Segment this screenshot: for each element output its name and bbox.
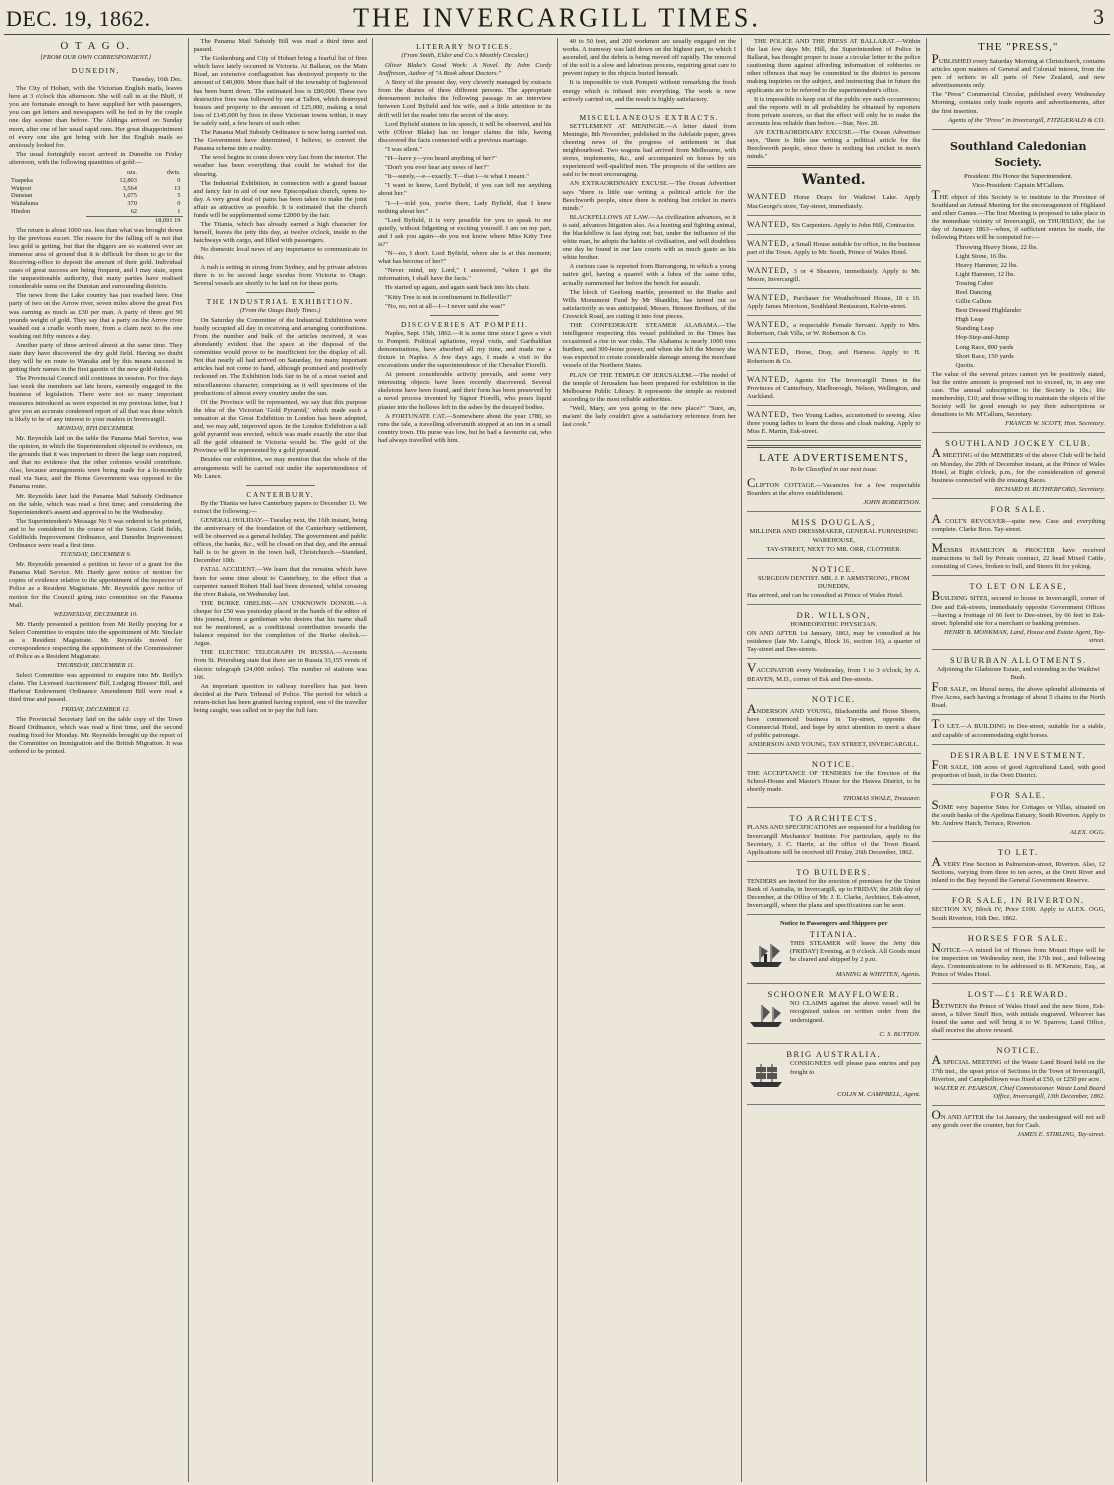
article-paragraph: Select Committee was appointed to enquire into Mr. Reilly's claim. The Licensed Auctioneers' Bill, Lodging Houses' Bill, and Harbour Endowment Ordinance Amendment Bill were read a third time and passed. bbox=[9, 672, 183, 704]
ship-icon bbox=[747, 942, 785, 970]
ad-body: FOR SALE, 108 acres of good Agricultural Land, with good proportion of bush, in the Oreti District. bbox=[931, 756, 1105, 779]
article-paragraph: "Lord Byfield, it is very possible for you to speak to me quietly, without fidgetting or exciting yourself. I am on my part, and I ask you again—do you not know where Miss Kitty Tree is?" bbox=[378, 216, 552, 248]
wanted-ad-text: Purchaser for Weatherboard House, 18 x 10. Apply James Morrison, Southland Restaurant, Kelvin-street. bbox=[747, 295, 921, 311]
wanted-ad-text: Six Carpenters. Apply to John Hill, Contractor. bbox=[791, 221, 916, 229]
article-paragraph: The Panama Mail Subsidy Bill was read a third time and passed. bbox=[193, 38, 367, 54]
section-heading: O T A G O. bbox=[60, 40, 132, 52]
ad-body: PLANS AND SPECIFICATIONS are requested for a building for Invercargill Mechanics' Institute. For particulars, apply to the Secretary, J. C. Harrie, at the office of the Town Board. Applications will be received till Friday, 26th December, 1862. bbox=[747, 824, 921, 856]
advertisement bbox=[932, 892, 1106, 927]
ad-body: ANDERSON AND YOUNG, Blacksmiths and Horse Shoers, have commenced business in Tay-street, opposite the Commercial Hotel, and hope by strict attention to merit a share of public patronage. bbox=[747, 700, 921, 739]
masthead-rule bbox=[4, 34, 1110, 35]
advertisement bbox=[932, 435, 1106, 498]
wanted-ad-heading: WANTED, bbox=[747, 374, 790, 384]
wanted-ad-body bbox=[747, 411, 921, 436]
divider bbox=[615, 108, 684, 109]
ad-subheading: MILLINER AND DRESSMAKER, GENERAL FURNISHING WAREHOUSE, bbox=[749, 528, 918, 544]
article-heading: LITERARY NOTICES. bbox=[416, 42, 514, 51]
list-item: Best Dressed Highlander bbox=[955, 307, 1022, 315]
article-paragraph: 40 to 50 feet, and 200 workmen are usually engaged on the works. A tramway was laid down on the highest part, to which I ascended, and the debris is being moved off rapidly. The removal of the soil is a slow and laborious process, requiring great care to prevent injury to the objects buried beneath. bbox=[562, 38, 736, 78]
list-item: Short Race, 150 yards bbox=[955, 352, 1014, 360]
advertisement bbox=[747, 691, 921, 754]
ad-body: BETWEEN the Prince of Wales Hotel and the new Store, Esk-street, a Silver Snuff Box, with initials engraved. Whoever has found the same and will bring it to W. Sparrow, Land Office, shall receive the above reward. bbox=[931, 996, 1105, 1035]
divider bbox=[747, 165, 921, 168]
ad-heading: HORSES FOR SALE. bbox=[967, 932, 1069, 943]
advertisement bbox=[932, 501, 1106, 539]
article-paragraph: Mr. Reynolds presented a petition in favor of a grant for the Panama Mail Service. Mr. Hardy gave notice of motion for copies of evidence relative to the appointment of the inspector of Police as a Resident Magistrate. Mr. Reynolds gave notice of motion for the Council going into committee on the Panama Mail. bbox=[9, 561, 183, 609]
list-item: Gillie Callum bbox=[955, 298, 992, 306]
wanted-ad-text: Horse Drays for Waikiwi Lake. Apply MacGeorge's store, Tay-street, immediately. bbox=[747, 194, 921, 210]
article-heading: CANTERBURY. bbox=[246, 489, 315, 499]
article-paragraph: "Well, Mary, are you going to the new place?" "Sure, an, ma'am! the lady couldn't give a satisfactory reference from her last cook." bbox=[562, 404, 736, 429]
table-cell: 13 bbox=[174, 184, 181, 192]
ad-heading: MISS DOUGLAS, bbox=[791, 517, 876, 528]
table-cell: 0 bbox=[177, 200, 181, 208]
ad-signature: ANDERSON AND YOUNG, TAY STREET, INVERCARGILL. bbox=[748, 740, 920, 748]
ad-heading: SCHOONER MAYFLOWER. bbox=[767, 989, 901, 1000]
divider bbox=[246, 485, 315, 486]
ad-heading: LOST—£1 REWARD. bbox=[967, 989, 1069, 1000]
ad-body: CONSIGNEES will please pass entries and pay freight to bbox=[790, 1060, 921, 1076]
article-paragraph: The Titania, which has already earned a high character for herself, leaves the jetty this day, at twelve o'clock, inside to the hatchways with cargo, and filled with passengers. bbox=[193, 221, 367, 245]
advertisement bbox=[932, 1108, 1106, 1143]
ad-body: NOTICE.—A mixed lot of Horses from Mount Hope will be for inspection on Wednesday next, the 17th inst., and following days. Communications to be addressed to R. M'Kenzie, Esq., at Prince of Wales Hotel. bbox=[931, 939, 1105, 978]
advertisement bbox=[747, 561, 921, 605]
advertisement bbox=[747, 756, 921, 808]
article-source: (From the Otago Daily Times.) bbox=[240, 306, 321, 314]
late-ads-subheading: To be Classified in our next issue. bbox=[789, 466, 878, 474]
ad-body: A COLT'S REVOLVER—quite new. Case and everything complete. Clarke Bros. Tay-street. bbox=[931, 510, 1105, 534]
ad-body: A MEETING of the MEMBERS of the above Club will be held on Monday, the 29th of December instant, at the Prince of Wales Hotel, at Eight o'clock, p.m., for the consideration of general business connected with the ensuing Races. bbox=[931, 445, 1105, 484]
list-item: Quoits. bbox=[955, 361, 975, 369]
subheading: FRIDAY, DECEMBER 12. bbox=[61, 705, 131, 713]
ad-heading: BRIG AUSTRALIA. bbox=[786, 1049, 882, 1060]
article-source: (From Smith, Elder and Co.'s Monthly Circular.) bbox=[401, 52, 529, 59]
place-heading: DUNEDIN, bbox=[71, 66, 120, 75]
article-paragraph: "Kitty Tree is not in confinement in Belleville?" bbox=[385, 293, 512, 301]
article-paragraph: THE CONFEDERATE STEAMER ALABAMA.—The intelligence respecting this vessel published in the Times has occasioned a rise in war risks. The Alabama is nearly 1000 tons burthen, and 300-horse power, and when she left the Mersey she was expected to create considerable damage among the merchant vessels of the Northern States. bbox=[562, 322, 736, 370]
advertisement bbox=[932, 38, 1106, 130]
ad-heading: FOR SALE, IN RIVERTON. bbox=[951, 895, 1085, 906]
article-paragraph: Besides our exhibition, we may mention that the whole of the arrangements will be carried out under the superintendence of Mr. Lance. bbox=[193, 456, 367, 480]
ad-body: MESSRS HAMILTON & PROCTER have received instructions to Sell by Private contract, 22 head Mixed Cattle, consisting of Cows, broken to bull, and Steers fit for yoking. bbox=[931, 540, 1105, 571]
article-paragraph: Mr. Reynolds laid on the table the Panama Mail Service, was the opinion, in which the Superintendent objected to evidence, on the grounds that it was important to direct the large sum required, and that no evidence that the other colonies would contribute. Also, because arrangements were being made for a bi-monthly mail via Suez, and the Home Government was opposed to the Panama route. bbox=[9, 434, 183, 491]
subheading: WEDNESDAY, DECEMBER 10. bbox=[53, 610, 138, 618]
article-paragraph: "Don't you ever hear any news of her?" bbox=[385, 164, 489, 172]
wanted-ad bbox=[747, 345, 921, 370]
column-3 bbox=[373, 38, 558, 1482]
advertisement bbox=[747, 810, 921, 861]
ad-subheading: Notice to Passengers and Shippers per bbox=[779, 920, 888, 928]
article-paragraph: Mr. Hardy presented a petition from Mr Reilly praying for a Select Committee to enquire into the appointment of Mr. Sinclair as a Resident Magistrate. Mr. Reynolds moved for correspondence respecting the appointment of the Commissioner of Police as a Resident Magistrate. bbox=[9, 620, 183, 661]
wanted-ad-body bbox=[747, 348, 921, 365]
ad-heading: SUBURBAN ALLOTMENTS. bbox=[949, 654, 1087, 665]
advertisement bbox=[932, 1042, 1106, 1105]
wanted-ad bbox=[747, 264, 921, 289]
ad-heading: SOUTHLAND JOCKEY CLUB. bbox=[945, 438, 1092, 449]
article-paragraph: An important question to railway travellers has just been decided at the Paris Tribunal of Police. The period for which a return-ticket has been granted having expired, one of the traveller being caught, was called on to pay the full fare. bbox=[193, 682, 367, 715]
article-paragraph: FATAL ACCIDENT.—We learn that the remains which have been for some time about to Canterbury, to the effect that a carpenter named Robert Hall had been drowned, whilst crossing the river Rakaia, on Wednesday last. bbox=[193, 566, 367, 598]
ad-heading: FOR SALE. bbox=[990, 503, 1047, 514]
advertisement bbox=[932, 930, 1106, 984]
column-1 bbox=[4, 38, 189, 1482]
table-cell: Hindon bbox=[11, 208, 31, 216]
table-cell: Waitahuna bbox=[11, 200, 39, 208]
article-paragraph: The return is about 1000 ozs. less than what was brought down by the previous escort. The reason for the falling off is not that less gold is getting, but that the diggers are so scattered over an immense area of ground that it is difficult for them to go to the Receiving-office to deposit the amount of their gold. Individual cases of great success are being frequent, and I may state, upon the unquestionable authority, that many parties have realised considerable sums on the Dunstan and surrounding districts. bbox=[9, 226, 183, 291]
wanted-ad-text: Horse, Dray, and Harness. Apply to H. Robertson & Co. bbox=[747, 349, 921, 365]
divider bbox=[430, 315, 499, 316]
list-item: Light Hammer, 12 lbs. bbox=[955, 270, 1016, 278]
table-cell: 1 bbox=[177, 208, 181, 216]
advertisement bbox=[747, 661, 921, 688]
wanted-ad-body bbox=[747, 376, 921, 401]
wanted-ad-heading: WANTED, bbox=[747, 293, 790, 303]
article-paragraph: "It—surely,—e—exactly. T—that i—is what I meant." bbox=[385, 173, 529, 181]
byline: [FROM OUR OWN CORRESPONDENT.] bbox=[40, 54, 152, 61]
article-paragraph: The Gothenburg and City of Hobart bring a fearful list of fires which have lately occurred in Victoria. At Ballarat, on the Main Road, an extensive conflagration has destroyed property to the amount of £40,000. More than half of the township of Inglewood has been burnt down. The estimated loss is £80,000. These two destructive fires was followed by one at Talbot, which destroyed houses and property to the amount of £25,000, making a total loss of £145,000 by fires in three Victorian towns within, it may be safely said, a few hours of each other. bbox=[193, 55, 367, 127]
ship-icon bbox=[747, 1062, 785, 1090]
wanted-ad-heading: WANTED bbox=[747, 192, 787, 202]
ad-signature: COLIN M. CAMPBELL, Agent. bbox=[837, 1091, 921, 1099]
wanted-ad bbox=[747, 373, 921, 406]
advertisement bbox=[747, 986, 921, 1044]
list-item: High Leap bbox=[955, 316, 984, 324]
newspaper-title: THE INVERCARGILL TIMES. bbox=[353, 2, 761, 33]
wanted-ad bbox=[747, 190, 921, 215]
subheading: MONDAY, 8TH DECEMBER. bbox=[56, 424, 135, 432]
table-header: dwts. bbox=[166, 169, 181, 177]
ad-heading: TITANIA. bbox=[809, 929, 858, 940]
page-number: 3 bbox=[1093, 4, 1104, 29]
ad-body: VACCINATOR every Wednesday, from 1 to 3 o'clock, by A. BEAVEN, M.D., corner of Esk and Dee-streets. bbox=[747, 660, 921, 683]
article-heading: MISCELLANEOUS EXTRACTS. bbox=[579, 112, 719, 122]
advertisement bbox=[747, 514, 921, 558]
article-paragraph: The usual fortnightly escort arrived in Dunedin on Friday afternoon, with the following quantities of gold:— bbox=[9, 150, 183, 166]
ad-subheading: President: His Honor the Superintendent. bbox=[963, 172, 1073, 180]
wanted-ad-heading: WANTED, bbox=[747, 347, 790, 357]
advertisement bbox=[932, 844, 1106, 890]
ad-signature: JOHN ROBERTSON. bbox=[863, 499, 921, 507]
ad-body: The value of the several prizes cannot yet be positively stated, but the entire amount is proposed not to exceed, in, in any one case. The annual subscription to the Society is 10s.; life membership, £10; and those willing to maintain the objects of the Society will be good enough to pay their subscriptions or donations to Mr. M'Callum, Secretary. bbox=[931, 370, 1105, 419]
article-paragraph: "Never mind, my Lord," I answered, "when I get the information, I shall have the facts." bbox=[378, 267, 552, 283]
wanted-ad-heading: WANTED, bbox=[747, 219, 790, 229]
ad-heading: THE "PRESS," bbox=[978, 41, 1059, 53]
wanted-ads-list bbox=[747, 190, 921, 441]
ad-body: TENDERS are invited for the erection of premises for the Union Bank of Australia, in Invercargill, up to FRIDAY, the 26th day of December, at the Office of Mr. J. E. Clarke, Architect, Esk-street, Invercargill, where the plans and specifications can be seen. bbox=[747, 877, 921, 910]
ad-body: A SPECIAL MEETING of the Waste Land Board held on the 17th inst., the upset price of Sections in the Town of Invercargill, Riverton, and Campbelltown was fixed at £50, or £250 per acre. bbox=[931, 1052, 1105, 1083]
wanted-ad-text: Two Young Ladies, accustomed to sewing. Also three young ladies to learn the dress and cloak making. Apply to Miss E. Martin, Esk-street. bbox=[747, 411, 921, 436]
article-paragraph: The Panama Mail Subsidy Ordinance is now being carried out. The Government have determined, I believe, to convert the Panama scheme into a reality. bbox=[193, 129, 367, 153]
ad-signature: WALTER H. PEARSON, Chief Commissioner. Waste Land Board Office, Invercargill, 13th December, 1862. bbox=[933, 1084, 1105, 1100]
article-paragraph: A Story of the present day, very cleverly managed by extracts from the diaries of three different persons. The appropriate denouement includes the following passage in an interview between Lord Byfield and his wife, and a little attention to its drift will let the reader into the secret of the story. bbox=[378, 79, 552, 119]
article-paragraph: The Industrial Exhibition, in connection with a grand bazaar and fancy fair in aid of our new Episcopalian church, opens to-day. A very great deal of pains has been taken to make the joint affair as attractive as possible. It is estimated that the church funds will be supplemented some £2000 by the fair. bbox=[193, 179, 367, 219]
table-cell: 12,803 bbox=[119, 176, 137, 184]
wanted-ad-heading: WANTED, bbox=[747, 320, 790, 330]
ad-heading: TO BUILDERS. bbox=[796, 866, 872, 877]
ad-body: CLIFTON COTTAGE.—Vacancies for a few respectable Boarders at the above establishment. bbox=[747, 475, 921, 498]
advertisement bbox=[747, 607, 921, 659]
article-paragraph: A FORTUNATE CAT.—Somewhere about the year 1780, so runs the tale, a travelling silversmith stopped at an inn in a small country town. His purse was low, but he had a favourite cat, who had always travelled with him. bbox=[378, 412, 552, 444]
article-paragraph: A curious case is reported from Burrangong, in which a young native girl, having a quarrel with a lubra of the same tribe, actually summoned her before the bench for assault. bbox=[562, 263, 736, 287]
table-cell: 370 bbox=[127, 200, 137, 208]
ad-heading: DESIRABLE INVESTMENT. bbox=[950, 749, 1087, 760]
table-cell: 3,564 bbox=[122, 184, 137, 192]
ad-signature: HENRY B. MONKMAN, Land, House and Estate Agent, Tay-street. bbox=[943, 628, 1105, 644]
column-5 bbox=[742, 38, 927, 1482]
ad-body: THE object of this Society is to institute in the Province of Southland an Annual Meeting for the encouragement of Highland and other Games.—The first Meeting is proposed to take place in the immediate vicinity of Invercargill, on THURSDAY, the 1st day of January 1863—when, if sufficient entries be made, the following Prizes will be competed for:— bbox=[931, 186, 1105, 242]
article-paragraph: PLAN OF THE TEMPLE OF JERUSALEM.—The model of the temple of Jerusalem has been prepared for exhibition in the Melbourne Public Library. It represents the temple as restored according to the most reliable authorities. bbox=[562, 371, 736, 403]
table-row bbox=[9, 200, 183, 208]
ad-body: THE ACCEPTANCE OF TENDERS for the Erection of the School-House and Master's House for the Hawea District, to be shortly made. bbox=[747, 770, 921, 794]
advertisement bbox=[932, 132, 1106, 434]
table-cell: Tuapeka bbox=[11, 176, 33, 184]
column-2 bbox=[189, 38, 374, 1482]
issue-date: DEC. 19, 1862. bbox=[6, 6, 151, 31]
wanted-ad-body bbox=[747, 240, 921, 257]
article-paragraph: Naples, Sept. 15th, 1862.—It is some time since I gave a visit to Pompeii. Political agitations, royal visits, and Garibaldian demonstrations, have absorbed all my time, and made me a fixture in Naples. A few days ago, I made a visit to the excavations under the superintendence of the Chevalier Fiorelli. bbox=[378, 329, 552, 370]
gold-escort-table bbox=[9, 169, 183, 225]
article-paragraph: GENERAL HOLIDAY.—Tuesday next, the 16th instant, being the anniversary of the foundation of the Canterbury settlement, will be observed as a general holiday. The government and public offices, the banks, &c., will be closed on that day, and the annual ball is to be given in the town hall, Christchurch.—Standard, December 10th. bbox=[193, 516, 367, 565]
wanted-ad-heading: WANTED, bbox=[747, 238, 790, 248]
dateline: Tuesday, 16th Dec. bbox=[131, 76, 183, 83]
advertisement bbox=[932, 578, 1106, 650]
table-total-row bbox=[9, 216, 183, 224]
table-cell: Waipori bbox=[11, 184, 32, 192]
article-paragraph: "I was silent." bbox=[385, 145, 423, 153]
ad-subheading: HOMŒOPATHIC PHYSICIAN. bbox=[790, 621, 878, 629]
list-item: Hop-Step-and-Jump bbox=[955, 334, 1009, 342]
ad-body: TO LET.—A BUILDING in Dee-street, suitable for a stable, and capable of accommodating eight horses. bbox=[931, 716, 1105, 739]
ship-icon bbox=[747, 1002, 785, 1030]
article-intro: By the Titania we have Canterbury papers to December 11. We extract the following:— bbox=[193, 499, 367, 515]
article-paragraph: "I want to know, Lord Byfield, if you can tell me anything about her." bbox=[378, 182, 552, 198]
article-paragraph: AN EXTRAORDINARY EXCUSE.—The Ocean Advertiser says "there is little use writing a political article for the Beechworth people, since there is nothing but cricket in men's minds." bbox=[562, 180, 736, 212]
ad-heading: NOTICE. bbox=[811, 693, 856, 704]
advertisement bbox=[932, 747, 1106, 785]
article-paragraph: SETTLEMENT AT MENINGIE.—A letter dated from Meningie, 8th November, published in the Adelaide paper, gives cheering news of the progress of settlement in that neighbourhood. Two wagons had arrived from Melbourne, with stores, implements, &c., and accompanied on horses by six experienced well-qualified men. The prospects of the settlers are said to be most encouraging. bbox=[562, 122, 736, 179]
ad-body: THIS STEAMER will leave the Jetty this (FRIDAY) Evening, at 9 o'clock. All Goods must be cleared and shipped by 2 p.m. bbox=[790, 940, 921, 964]
list-item: Throwing Heavy Stone, 22 lbs. bbox=[955, 243, 1038, 251]
list-item: Heavy Hammer, 22 lbs. bbox=[955, 261, 1019, 269]
ad-signature: THOMAS SWALE, Treasurer. bbox=[843, 795, 921, 803]
table-header bbox=[9, 169, 86, 177]
table-cell: 0 bbox=[177, 176, 181, 184]
article-paragraph: The Provincial Council still continues in session. For five days last week the members sat late hours, earnestly engaged in the business of legislation. There were not so many important measures introduced as were expected in my previous letter, but I give you an accurate condensed report of all that was done which is likely to be of any interest to your readers in Invercargill. bbox=[9, 375, 183, 423]
ad-heading: FOR SALE. bbox=[990, 789, 1047, 800]
ad-heading: DR. WILLSON, bbox=[796, 610, 871, 621]
table-row bbox=[9, 185, 183, 193]
article-paragraph: No domestic local news of any importance to communicate to this. bbox=[193, 246, 367, 262]
article-paragraph: "No, no, not at all—I—I never said she was!" bbox=[385, 302, 506, 310]
list-item: Long Race, 800 yards bbox=[955, 343, 1014, 351]
article-paragraph: It is impossible to keep out of the public eye such occurrences; and the reports will in all probability be obtained by reporters from private sources, so that the effect will only be to make the accounts less reliable than before.—Star, Nov. 28. bbox=[747, 95, 921, 127]
article-paragraph: "I—I—told you, you're there, Lady Byfield, that I knew nothing about her." bbox=[378, 199, 552, 215]
wanted-ad-body bbox=[747, 221, 921, 230]
list-item: Standing Leap bbox=[955, 325, 994, 333]
article-paragraph: The Superintendent's Message No 9 was ordered to be printed, and to be considered in the course of the Session. Gold fields, Goldfields Improvement Ordinance, and Dunedin Improvement Ordinance were read a first time. bbox=[9, 517, 183, 550]
ad-body: ON AND AFTER 1st January, 1863, may be consulted at his residence (late Mr. Laing's, Block 16, section 16), a quarter of Tay-street and Dee-streets. bbox=[747, 630, 921, 654]
wanted-ad-body bbox=[747, 294, 921, 311]
wanted-ad bbox=[747, 218, 921, 235]
article-paragraph: THE ELECTRIC TELEGRAPH IN RUSSIA.—Accounts from St. Petersburg state that there are in Russia 33,155 versts of electric telegraph (24,000 miles). The number of stations was 166. bbox=[193, 649, 367, 681]
wanted-ad-body bbox=[747, 193, 921, 210]
column-4 bbox=[558, 38, 743, 1482]
wanted-ad-text: a Small House suitable for office, in the business part of the Town. Apply to Mr. South, Prince of Wales Hotel. bbox=[747, 240, 921, 256]
advertisement bbox=[932, 717, 1106, 744]
wanted-ad-text: Agents for The Invercargill Times in the Provinces of Canterbury, Marlborough, Nelson, Wellington, and Auckland. bbox=[747, 376, 921, 400]
divider bbox=[747, 445, 921, 448]
article-paragraph: The City of Hobart, with the Victorian English mails, leaves here at 3 o'clock this afternoon. She will call in at the Bluff, if you are fortunate enough to have supplied her with passengers, you can get letters and newspapers will be fed in by the couple one day sooner than before. The Aldinga arrived on Sunday morn, after one of her usual rapid runs. Her great disappointment of every one she got bring with her the English mails so anxiously looked for. bbox=[9, 85, 183, 149]
table-row bbox=[9, 208, 183, 216]
article-paragraph: THE POLICE AND THE PRESS AT BALLARAT.—Within the last few days Mr. Hill, the Superintendent of Police in Ballarat, has thought proper to issue a circular letter to the police cautioning them against affording information of robberies or other offences that may be committed in the district to persons making inquiries on the subject, and instructing that in future the applicants are to be referred to the superintendent's office. bbox=[747, 38, 921, 94]
wanted-heading: Wanted. bbox=[801, 172, 866, 189]
ad-signature: JAMES E. STIRLING, Tay-street. bbox=[1017, 1131, 1105, 1139]
ad-signature: FRANCIS W. SCOTT, Hon. Secretary. bbox=[1005, 420, 1105, 428]
list-item: Reel Dancing bbox=[955, 288, 992, 296]
table-row bbox=[9, 177, 183, 185]
wanted-ad-text: a respectable Female Servant. Apply to Mrs. Robertson, Oak Villa, or W. Robertson & Co. bbox=[747, 322, 921, 338]
ad-body: The "Press" Commercial Circular, published every Wednesday Morning, contains only trade reports and advertisements, after the first insertion. bbox=[931, 91, 1105, 115]
wanted-ad bbox=[747, 237, 921, 262]
article-paragraph: A rush is setting in strong from Sydney, and by private advices there is to be second large exodus from Victoria to Otago. Several vessels are shortly to be laid on for these ports. bbox=[193, 263, 367, 287]
ad-body: FOR SALE, on liberal terms, the above splendid allotments of Five Acres, each having a frontage of about 5 chains to the North Road. bbox=[931, 679, 1105, 710]
wanted-ad bbox=[747, 291, 921, 316]
ad-body: PUBLISHED every Saturday Morning at Christchurch, contains articles upon matters of General and Colonial interest, from the pen of writers in all parts of New Zealand, and new advertisements only. bbox=[931, 51, 1105, 90]
ad-heading: NOTICE. bbox=[996, 1045, 1041, 1056]
wanted-ad-heading: WANTED, bbox=[747, 409, 790, 419]
article-heading: DISCOVERIES AT POMPEII. bbox=[401, 319, 529, 329]
table-row bbox=[9, 192, 183, 200]
wanted-ad-body bbox=[747, 267, 921, 284]
article-paragraph: The wool begins to come down very fast from the interior. The weather has been everything that could be wished for the shearing. bbox=[193, 154, 367, 178]
ad-heading: NOTICE. bbox=[811, 759, 856, 770]
ad-heading: TO ARCHITECTS. bbox=[789, 813, 878, 824]
advertisement bbox=[747, 917, 921, 984]
article-paragraph: "H—have y—you heard anything of her?" bbox=[385, 155, 497, 163]
wanted-ad bbox=[747, 408, 921, 441]
article-paragraph: Lord Byfield stutters in his speech, it will be observed, and his wife (Oliver Blake) has no longer claims the title, having discovered the facts connected with a previous marriage. bbox=[378, 120, 552, 144]
ad-signature: C. S. BUTTON. bbox=[879, 1031, 921, 1039]
ad-address: TAY-STREET, NEXT TO MR. ORR, CLOTHIER. bbox=[766, 545, 902, 553]
article-paragraph: On Saturday the Committee of the Industrial Exhibition were busily occupied all day in receiving and arranging contributions. From the number and bulk of the articles received, it was abundantly evident that the space at the disposal of the committee would prove to be insufficient for the display of all. Not that nearly all had arrived on Saturday, for many important articles had not come to hand, although promised and positively reckoned on. The Exhibition bids fair to be of a most varied and miscellaneous character, comprising as it will specimens of the productions of almost every country under the sun. bbox=[193, 316, 367, 397]
advertisement bbox=[747, 476, 921, 512]
book-title: Oliver Blake's Good Work: A Novel. By John Cordy Jeaffreson, Author of "A Book about Doctors." bbox=[378, 62, 552, 78]
advertisement bbox=[932, 787, 1106, 842]
wanted-ad-heading: WANTED, bbox=[747, 265, 790, 275]
ad-subheading: SURGEON DENTIST. MR. J. P. ARMSTRONG, FROM DUNEDIN, bbox=[757, 574, 910, 590]
ad-body: SOME very Superior Sites for Cottages or Villas, situated on the south banks of the Apolima Estuary, South Riverton. Apply to Mr. Andrew Hatch, Terrace, Riverton. bbox=[931, 796, 1105, 827]
table-cell: 5 bbox=[177, 192, 181, 200]
ad-body: Has arrived, and can be consulted at Prince of Wales Hotel. bbox=[747, 591, 904, 599]
article-paragraph: Mr. Reynolds later laid the Panama Mail Subsidy Ordinance on the table, which was read a first time; and considering the Superintendent's assent and approval to be the Wednesday. bbox=[9, 492, 183, 516]
table-cell: 1,075 bbox=[122, 192, 137, 200]
ad-subheading: Adjoining the Gladstone Estate, and extending to the Waikiwi Bush. bbox=[936, 665, 1100, 682]
wanted-ad bbox=[747, 318, 921, 343]
subheading: TUESDAY, DECEMBER 9. bbox=[60, 551, 132, 559]
ad-body: A VERY Fine Section in Palmerston-street, Riverton. Also, 12 Sections, varying from three to ten acres, at the Oreti River and inland to the Bay beyond the General Government Reserve. bbox=[931, 854, 1105, 885]
column-6 bbox=[927, 38, 1111, 1482]
ad-signature: MANING & WHITTEN, Agents. bbox=[835, 971, 921, 979]
article-paragraph: At present considerable activity prevails, and some very interesting objects have been recently discovered. Several skeletons have been found, and their form has been preserved by a novel process invented by Signor Fiorelli, who pours liquid plaster into the hollows left in the ashes by the decayed bodies. bbox=[378, 371, 552, 411]
columns bbox=[4, 38, 1110, 1482]
ad-heading: Southland Caledonian Society. bbox=[949, 139, 1087, 169]
table-header: ozs. bbox=[126, 169, 137, 177]
article-paragraph: AN EXTRAORDINARY EXCUSE.—The Ocean Advertiser says, "there is little use writing a political article for the Beechworth people, since there is nothing but cricket in men's minds." bbox=[747, 129, 921, 161]
advertisement bbox=[932, 541, 1106, 576]
article-paragraph: It is impossible to visit Pompeii without remarking the fresh energy which is infused into everything. The work is now actively carried on, and the result is highly satisfactory. bbox=[562, 79, 736, 103]
article-paragraph: The Provincial Secretary laid on the table copy of the Town Board Ordinance, which was read a first time, and the second reading fixed for Monday. Mr. Reynolds brought up the report of the Committee on Immigration and the British Migration. It was ordered to be printed. bbox=[9, 715, 183, 755]
advertisement bbox=[747, 1046, 921, 1104]
article-heading: THE INDUSTRIAL EXHIBITION. bbox=[206, 296, 354, 306]
advertisement bbox=[932, 986, 1106, 1040]
games-list bbox=[932, 244, 1106, 370]
ad-heading: TO LET ON LEASE, bbox=[969, 581, 1068, 592]
divider bbox=[246, 292, 315, 293]
article-paragraph: He started up again, and again sank back into his chair. bbox=[385, 284, 531, 292]
article-paragraph: BLACKFELLOWS AT LAW.—As civilization advances, so it is said, advances litigation also. As a hunting and fighting animal, the blackfellow is fast dying out; but, under the influence of the white man, he adopts the habits of civilisation, and will doubtless one day be found in our law courts with as much gusto as his white brother. bbox=[562, 213, 736, 262]
ad-body: NO CLAIMS against the above vessel will be recognized unless on written order from the undersigned. bbox=[790, 1000, 921, 1024]
article-paragraph: THE BURKE OBELISK—AN UNKNOWN DONOR.—A cheque for £50 was yesterday placed in the hands of the editor of this journal, from a gentleman who desires that his name shall not be mentioned, as a conditional contribution towards the balance required for the completion of the Burke obelisk.—Argus. bbox=[193, 599, 367, 648]
ad-body: ON AND AFTER the 1st January, the undersigned will not sell any goods over the counter, but for Cash. bbox=[931, 1106, 1105, 1129]
masthead bbox=[0, 0, 1114, 34]
table-cell: Dunstan bbox=[11, 192, 33, 200]
ad-subheading: Vice-President: Captain M'Callum. bbox=[971, 181, 1065, 189]
subheading: THURSDAY, DECEMBER 11. bbox=[56, 662, 135, 670]
article-paragraph: Another party of three arrived almost at the same time. They state they have discovered the dry gold field. Having no doubt they will be en route to Wanaka and by this means succeed in getting their names in the first gazette of the new gold-fields. bbox=[9, 341, 183, 374]
advertisement bbox=[932, 652, 1106, 715]
wanted-ad-text: 3 or 4 Shearers, immediately. Apply to Mr. Moore, Invercargill. bbox=[747, 267, 921, 283]
table-total: 18,091 19 bbox=[86, 216, 183, 224]
late-ads-heading: LATE ADVERTISEMENTS, bbox=[758, 452, 909, 465]
ad-body: BUILDING SITES, secured to house in Invercargill, corner of Dee and Esk-streets, immediately opposite Government Offices—having a frontage of 66 feet to Dee-street, by 66 feet to Esk-street. Splendid site for a merchant or banking premises. bbox=[931, 588, 1105, 627]
table-cell: 62 bbox=[130, 208, 137, 216]
ad-heading: NOTICE. bbox=[811, 563, 856, 574]
article-paragraph: Of the Province will be represented, we say that this purpose the idea of the Victorian 'Gold Pyramid,' which made such a sensation at the Great Exhibition in London has been adopted, and, we may add, improved upon. In the London Exhibition a tall gold pyramid was erected, which was made exactly the size that all the gold obtained in Victoria would be. The gold of the Province will be represented by a gold pyramid. bbox=[193, 398, 367, 455]
article-paragraph: The news from the Lake country has just reached here. One party of two on the Arrow river, seven miles above the great Fox was earning as much as £30 per man. A party of three got 90 pounds weight of gold. They say that a party on the Arrow river washed out a cradle worth more, from a claim next to the one washing out fifty ounces a day. bbox=[9, 292, 183, 340]
ad-body: SECTION XV, Block IV, Price £100. Apply to ALEX. OGG, South Riverton, 16th Dec. 1862. bbox=[931, 906, 1105, 922]
ad-signature: ALEX. OGG. bbox=[1070, 829, 1105, 837]
ad-heading: TO LET. bbox=[997, 847, 1039, 858]
list-item: Tossing Caber bbox=[955, 279, 994, 287]
wanted-ad-body bbox=[747, 321, 921, 338]
table-header-row bbox=[9, 169, 183, 177]
article-paragraph: "N—no, I don't. Lord Byfield, where she is at this moment; what has become of her?" bbox=[378, 250, 552, 266]
ad-signature: Agents of the "Press" in Invercargill, FITZGERALD & CO. bbox=[948, 116, 1105, 124]
article-paragraph: The block of Geelong marble, presented to the Burke and Wills Monument Fund by Mr Shanklin, has turned out so satisfactorily as was anticipated. Messrs. Henson Brothers, of the Creswick Road, are cutting it into four pieces. bbox=[562, 288, 736, 320]
list-item: Light Stone, 16 lbs. bbox=[955, 252, 1008, 260]
ad-signature: RICHARD H. RUTHERFORD, Secretary. bbox=[994, 485, 1105, 493]
advertisement bbox=[747, 864, 921, 915]
